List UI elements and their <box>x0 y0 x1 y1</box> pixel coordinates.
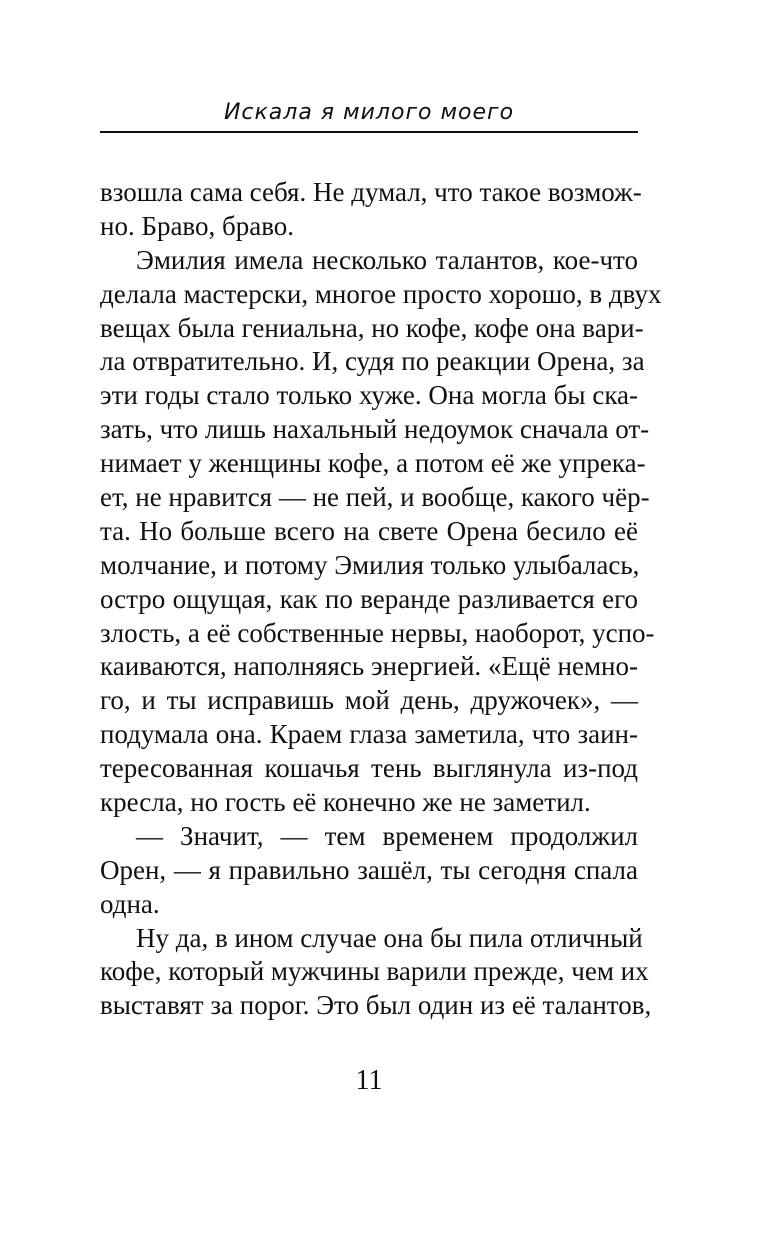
text-line: но. Браво, браво. <box>100 210 295 241</box>
page-body <box>100 176 662 1023</box>
text-line: зать, что лишь нахальный недоумок сначала от- <box>100 414 650 445</box>
text-line: выставят за порог. Это был один из её талантов, <box>100 990 652 1021</box>
text-line: эти годы стало только хуже. Она могла бы ска- <box>100 380 638 411</box>
text-line: одна. <box>100 888 160 919</box>
text-line: Эмилия имела несколько талантов, кое-что <box>136 244 638 275</box>
text-line: кофе, который мужчины варили прежде, чем их <box>100 956 649 987</box>
text-line: вещах была гениальна, но кофе, кофе она вари- <box>100 312 644 343</box>
text-line: делала мастерски, многое просто хорошо, в двух <box>100 278 662 309</box>
text-line: — Значит, — тем временем продолжил <box>136 820 638 851</box>
text-line: молчание, и потому Эмилия только улыбалась, <box>100 549 640 580</box>
text-line: ет, не нравится — не пей, и вообще, какого чёр- <box>100 482 650 513</box>
page-number: 11 <box>355 1065 383 1096</box>
text-line: тересованная кошачья тень выглянула из-под <box>100 753 638 784</box>
text-line: остро ощущая, как по веранде разливается его <box>100 583 638 614</box>
running-head: Искала я милого моего <box>223 100 515 125</box>
text-line: Орен, — я правильно зашёл, ты сегодня спала <box>100 854 638 885</box>
header-rule <box>100 131 638 133</box>
text-line: Ну да, в ином случае она бы пила отличный <box>136 922 643 953</box>
text-line: подумала она. Краем глаза заметила, что заин- <box>100 719 638 750</box>
text-line: кресла, но гость её конечно же не заметил. <box>100 787 591 818</box>
text-line: го, и ты исправишь мой день, дружочек», — <box>100 685 638 716</box>
text-line: злость, а её собственные нервы, наоборот, успо- <box>100 617 655 648</box>
text-line: та. Но больше всего на свете Орена бесило её <box>100 515 638 546</box>
text-line: взошла сама себя. Не думал, что такое возмож- <box>100 177 642 207</box>
text-line: каиваются, наполняясь энергией. «Ещё немно- <box>100 651 638 682</box>
text-line: нимает у женщины кофе, а потом её же упрека- <box>100 448 646 479</box>
text-line: ла отвратительно. И, судя по реакции Орена, за <box>100 346 645 377</box>
